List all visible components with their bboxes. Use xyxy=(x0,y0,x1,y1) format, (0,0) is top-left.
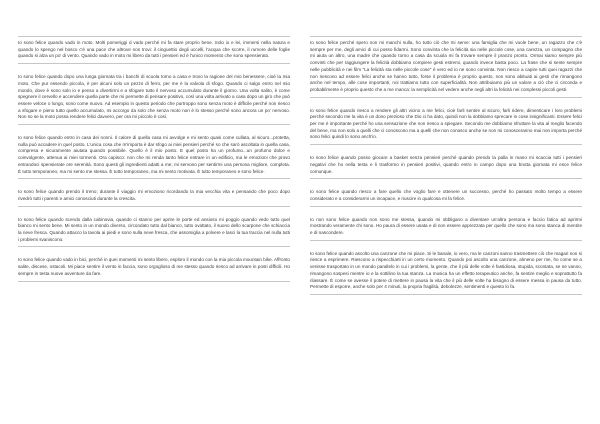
left-column xyxy=(18,36,290,418)
text-block xyxy=(310,105,582,146)
paragraph: Io sono felice quando vado in moto. Molti pomeriggi d vado perché mi fa stare proprio bene. Solo io e lei, immersi nella natura e quando lo spengo nel bosco c'è una pace che altrove non trovi: il cinguettio degli uccelli, l'acqua che scorre, il rumore delle foglie quando si alza un po' di vento. Quando vado in moto mi libero da tutti i pensieri ed è l'unico momento che sono spensierato. xyxy=(18,40,290,59)
paragraph: Io sono felice quando scendo dalla cabinovia, quando ci stanno per aprire le porte ed ansioso mi poggio quando vedo tutto quel bianco mi sento bene. Mi sento in un mondo diverso, circondato tutto dal bianco, tutto ovattato, il suono dello scarpone che schiaccia la neve fresca. Quando attacco la tavola ai piedi e sono sulla neve fresca, che assomiglia a polvere e lasci la tua traccia nel nulla tutti i problemi svaniscono. xyxy=(18,216,290,242)
text-block xyxy=(310,37,582,98)
paragraph: Io sono felice quando posso giocare a basket senza pensieri perché quando prendo la palla in mano mi scaccia tutti i pensieri negativi che ho nella testa e li trasformo in pensieri positivi, quando entro in campo dopo una brutta giornata mi esce felice comunque. xyxy=(310,155,582,174)
paragraph: Io sono felice quando vado in bici, perché in quei momenti mi sento libero, esploro il mondo con la mia piccola mountain bike. Affronto salite, discese, ostacoli. Mi piace sentire il vento in faccia, sono orgoglioso di me stesso quando riesco ad arrivare in posti difficili. Ho sempre in testa nuove avventure da fare. xyxy=(18,257,290,276)
text-block xyxy=(310,248,582,295)
text-block xyxy=(18,186,290,206)
paragraph: Io sono felice quando dopo una lunga giornata tra i banchi di scuola torno a casa e trovo la ragione del mio benessere, cioè la mia moto. Che pur essendo piccola, è per alcuni solo un pezzo di ferro, per me è la valvola di sfogo. Quando ci salgo entro nel mio mondo, dove è sono solo io e penso a divertirmi e a sfogare tutto il nervoso accumulato durante il giorno. Una volta salito, è come spegnere il cervello e accendere quella parte che mi permette di pensare positivo, così una volta arrivato a casa dopo un giro che può essere veloce o lungo, sono come nuovo. Ad esempio in questo periodo che purtroppo sono senza moto è difficile perché non riesco a sfogare e pieno tutto quello accumulato, mi accorgo da solo che senza moto non è lo stesso perché sono ancora un po' nervoso. Non so se la moto possa rendere felici davvero, per ora mi piccolo è così. xyxy=(18,74,290,120)
text-block xyxy=(18,132,290,179)
text-block xyxy=(310,214,582,241)
paragraph: Io sono felice quando riesco a fare quello che voglio fare e ottenere un successo, perché ho passato molto tempo a essere considerato e a considerarmi un incapace, e riuscire in qualcosa mi fa felice. xyxy=(310,189,582,201)
text-block xyxy=(18,71,290,125)
paragraph: Io sono felice quando ascolto una canzone che mi piace. Si le banale, io vero, ma le canzoni sanno trasmettere ciò che magari non si riesce a esprimere. Riescono a rispecchiarti in un certo momento. Quando poi ascolto una canzone, almeno per me, ho come se a venisse trasportato in un mondo parallelo in cui i problemi, la gente, che il più delle volte è fastidiosa, stupida, scontata, se ne vanno, rimangono sospesi mentre io e la sottilino la tua stanza. La musica ha un effetto terapeutico anche, fa sentire meglio e soprattutto fa rilassare. È come se avesse il potere di mettere in pausa la vita che il più delle volte ha bisogno di essere messa in pausa da tutto. Permette di esporre, anche solo per 4 minuti, la propria fragilità, debolezze, sentimenti e questo lo fa. xyxy=(310,250,582,290)
paragraph: Io sono felice perché spero non mi manchi nulla, ho tutto ciò che mi serve: una famiglia che mi vuole bene, un ragazzo che c'è sempre per me, degli amici di cui posso fidarmi. Sono convinta che la felicità sia nelle piccole cose, una carezza, un compagno che mi aiuta un altro, una madre che quando torno a casa da scuola mi fa trovare sempre il pranzo pronto. Ormai siamo sempre più convinti che per raggiungere la felicità dobbiamo compiere gesti estremi, quando invece basta poco. La frase che si sente sempre nelle pubblicità e nei film "La felicità sta nelle piccole cose" è vero ed io ne sono convinta. Non riesco a capire tutti quei ragazzi che non riescono ad essere felici anche se hanno tutto, forse il problema è proprio questo, non sono abituati ai gesti che rimangono anche nel tempo, alle cose importanti, noi trattiamo tutto con superficialità. Non attribuiamo più un valore a ciò che ci circonda e probabilmente è proprio questo che a me manca: la semplicità nel vedere anche negli altri la felicità nei complessi piccoli gesti. xyxy=(310,40,582,92)
paragraph: Io sono felice quando prendo il treno; durante il viaggio mi emoziono ricordando la mia vecchia vita e pensando che poco dopo rivedrò tutti i parenti e amici conosciuti durante la crescita. xyxy=(18,189,290,201)
right-column xyxy=(310,36,582,418)
paragraph: Io sono felice quando entro in casa dei nonni. Il calore di quella casa mi avvolge e mi sento quasi come cullata, al sicuro...protetta, nulla può accadere in quel posto. L'unica cosa che m'importa è dar sfogo ai miei pensieri perché so che sarò ascoltata in quella casa, compresa e sicuramente aiutata quando possibile. Quello è il mio posto. E quel posto ha un profumo...un profumo dolce e coinvolgente, attenua ai miei tormenti. Ora capisco: non che mi renda tanto felice entrare in un edificio, ma le emozioni che provo entrandoci spensierate ore serenità. Sono questi gli ingredienti adatti a me; mi servono per sentirmi una persona migliore, completa. È tutto temporaneo, ma mi sento me stessa. È tutto temporaneo, ma mi sento motivata. È tutto temporaneo e sono felice. xyxy=(18,135,290,174)
text-block xyxy=(18,214,290,248)
paragraph: Io non sono felice quando non sono me stessa, quando mi obbligano a diventare un'altra persona e faccio fatica ad aprirmi mostrando veramente chi sono. Ho paura di essere usata e di non essere apprezzata per quello che sono ma sono stanca di mentire e di nascondere. xyxy=(310,216,582,236)
text-block xyxy=(310,186,582,206)
text-block xyxy=(18,254,290,281)
paragraph: Io sono felice quando riesco a rendere gli altri vicino a me felici, cioè farli sentire al sicuro, farli ridere, dimenticare i loro problemi perché secondo me la vita è un dono prezioso che Dio ci ha dato, quindi non la dobbiamo sprecare in cose insignificanti. Essere felici per me è importante perché ho una sensazione che non riesco a spiegare. Secondo me dobbiamo sfruttare la vita al meglio facendo del bene, ma non solo a quelli che ci conoscono ma a quelli che non conosco anche se non mi conosceranno mai non importa perché sono felici quindi lo sono anch'io. xyxy=(310,107,582,140)
text-block xyxy=(18,37,290,64)
text-block xyxy=(310,152,582,179)
